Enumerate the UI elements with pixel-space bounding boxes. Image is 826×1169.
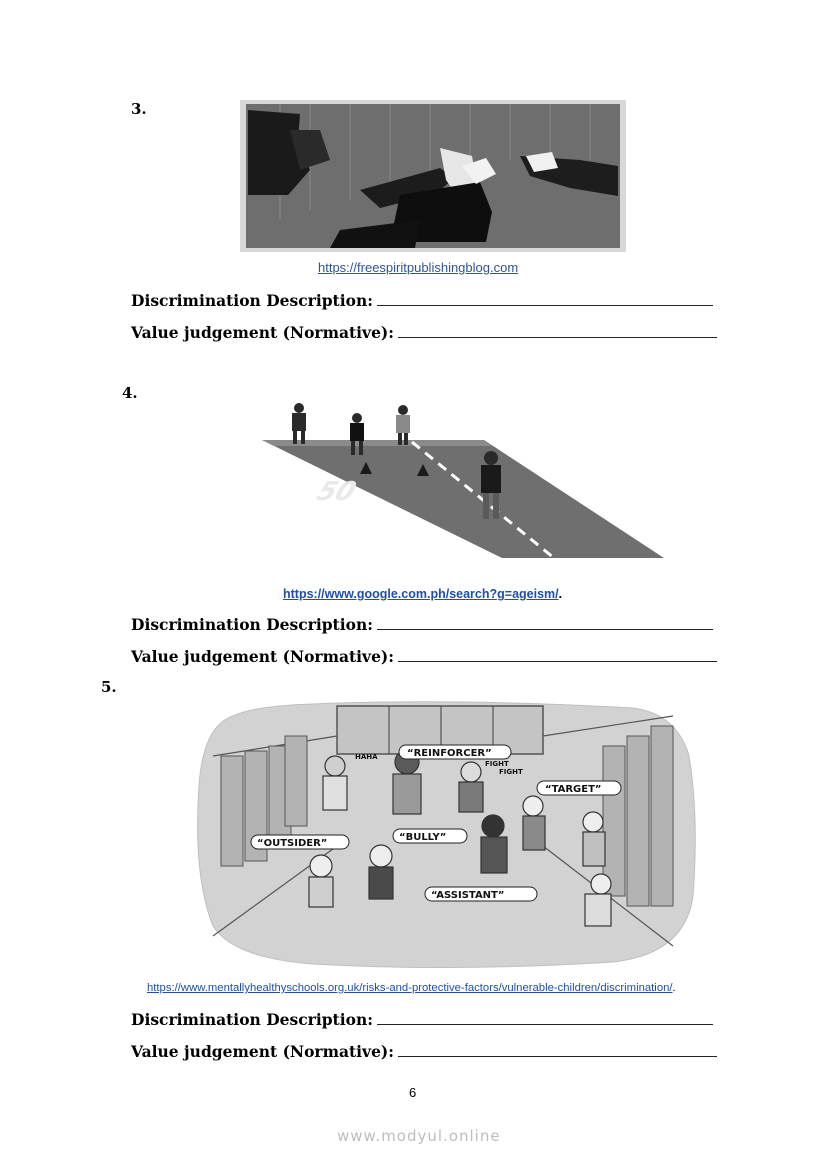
- item-4-description-blank[interactable]: [377, 628, 713, 630]
- item-3-description-field: [131, 291, 713, 310]
- cartoon-label-fight-1: FIGHT: [485, 760, 509, 768]
- cartoon-label-haha: HAHA: [355, 753, 378, 761]
- item-5-value-blank[interactable]: [398, 1055, 717, 1057]
- silhouette-pointing-hands-picture: [240, 100, 626, 252]
- item-3-value-blank[interactable]: [398, 336, 717, 338]
- item-5-number: 5.: [101, 678, 117, 696]
- cartoon-label-bully: “BULLY”: [399, 832, 447, 843]
- item-4-description-label: Discrimination Description:: [131, 615, 373, 634]
- cartoon-label-reinforcer: “REINFORCER”: [407, 748, 492, 759]
- item-5-value-label: Value judgement (Normative):: [131, 1042, 394, 1061]
- item-5-description-blank[interactable]: [377, 1023, 713, 1025]
- item-4-description-field: [131, 615, 713, 634]
- track-number-text: 50: [309, 475, 364, 507]
- item-3-value-field: [131, 323, 717, 342]
- item-4-value-field: [131, 647, 717, 666]
- school-hallway-bullying-cartoon: [193, 696, 699, 972]
- item-3-description-blank[interactable]: [377, 304, 713, 306]
- item-4-source-link[interactable]: https://www.google.com.ph/search?g=ageism/: [283, 587, 559, 601]
- item-3-source-link[interactable]: https://freespiritpublishingblog.com: [318, 260, 519, 275]
- item-4-value-label: Value judgement (Normative):: [131, 647, 394, 666]
- item-5-source: [147, 982, 676, 994]
- item-5-source-link[interactable]: https://www.mentallyhealthyschools.org.uk/risks-and-protective-factors/vulnerable-children/discrimination/: [147, 982, 673, 994]
- item-3-value-label: Value judgement (Normative):: [131, 323, 394, 342]
- cartoon-label-fight-2: FIGHT: [499, 768, 523, 776]
- cartoon-label-outsider: “OUTSIDER”: [257, 838, 328, 849]
- item-5-description-label: Discrimination Description:: [131, 1010, 373, 1029]
- item-5-source-period: .: [672, 982, 676, 994]
- item-4-value-blank[interactable]: [398, 660, 717, 662]
- item-4-number: 4.: [122, 384, 138, 402]
- item-5-description-field: [131, 1010, 713, 1029]
- item-3-description-label: Discrimination Description:: [131, 291, 373, 310]
- item-4-source: [283, 587, 562, 601]
- item-4-source-period: .: [558, 587, 563, 601]
- cartoon-label-assistant: “ASSISTANT”: [431, 890, 505, 901]
- item-5-value-field: [131, 1042, 717, 1061]
- ageism-race-track-picture: [262, 402, 664, 560]
- cartoon-label-target: “TARGET”: [545, 784, 602, 795]
- page-number: 6: [409, 1085, 417, 1100]
- watermark: www.modyul.online: [337, 1127, 501, 1145]
- item-3-number: 3.: [131, 100, 147, 118]
